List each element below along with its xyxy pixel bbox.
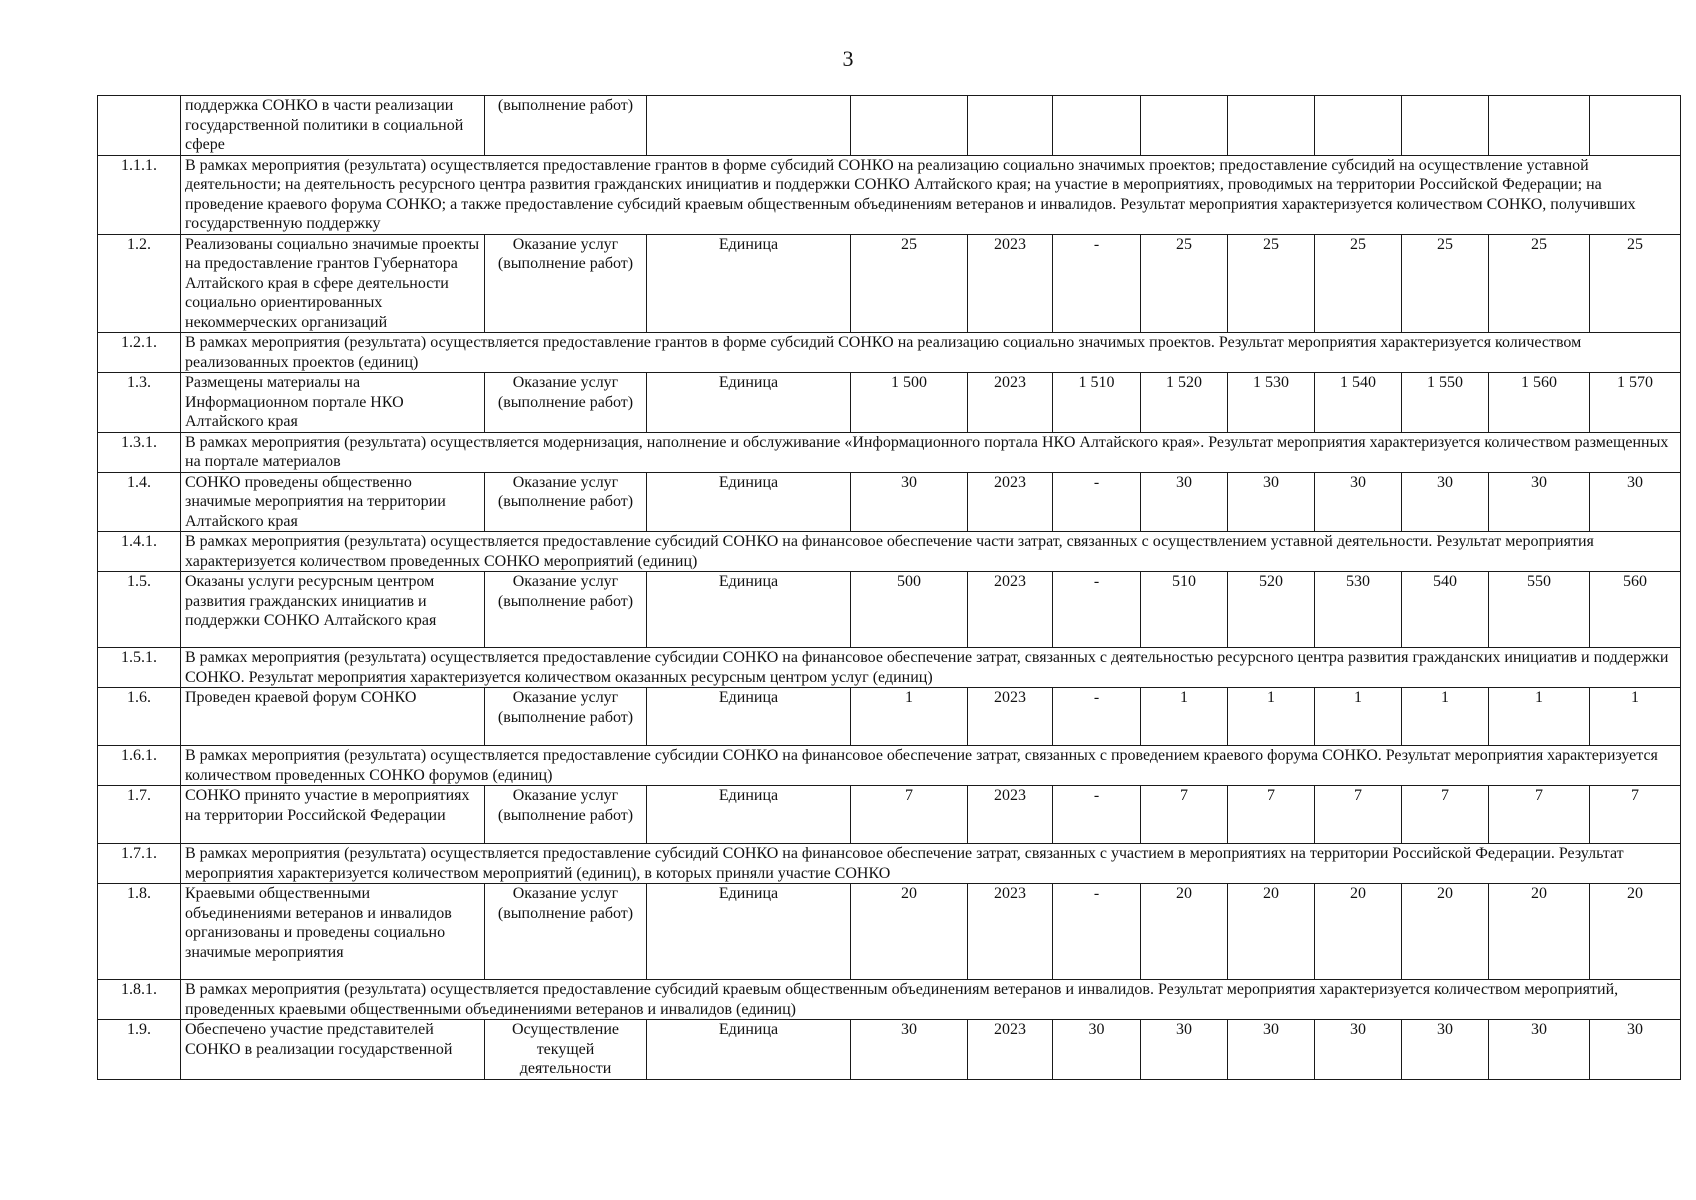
row-number	[98, 96, 181, 156]
year-value	[1489, 96, 1590, 156]
year-value: 20	[1228, 884, 1315, 980]
year-value: 30	[1228, 472, 1315, 532]
year-value: -	[1053, 234, 1141, 333]
base-year: 2023	[968, 1020, 1053, 1080]
row-number: 1.2.	[98, 234, 181, 333]
year-value: 1	[1315, 688, 1402, 746]
year-value: 530	[1315, 572, 1402, 648]
activity-type: Оказание услуг (выполнение работ)	[485, 472, 647, 532]
indicator-row	[98, 472, 1681, 532]
year-value: 30	[1402, 1020, 1489, 1080]
row-description: В рамках мероприятия (результата) осуществляется предоставление субсидий краевым общественным объединениям ветеранов и инвалидов. Результат мероприятия характеризуется количеством мероприятий, проведенных краевыми общественными объединениями ветеранов и инвалидов (единиц)	[181, 980, 1681, 1020]
indicator-name: СОНКО принято участие в мероприятиях на территории Российской Федерации	[181, 786, 485, 844]
indicator-row	[98, 96, 1681, 156]
row-number: 1.1.1.	[98, 155, 181, 234]
year-value: -	[1053, 572, 1141, 648]
row-description: В рамках мероприятия (результата) осуществляется модернизация, наполнение и обслуживание «Информационного портала НКО Алтайского края». Результат мероприятия характеризуется количеством размещенных на портале материалов	[181, 432, 1681, 472]
year-value: -	[1053, 472, 1141, 532]
year-value: 30	[1315, 1020, 1402, 1080]
indicator-name: Краевыми общественными объединениями ветеранов и инвалидов организованы и проведены социально значимые мероприятия	[181, 884, 485, 980]
year-value: 30	[1489, 472, 1590, 532]
year-value: 20	[1402, 884, 1489, 980]
base-value: 30	[851, 1020, 968, 1080]
row-number: 1.8.	[98, 884, 181, 980]
base-value: 30	[851, 472, 968, 532]
row-number: 1.7.	[98, 786, 181, 844]
indicator-row	[98, 373, 1681, 433]
row-number: 1.9.	[98, 1020, 181, 1080]
base-year: 2023	[968, 472, 1053, 532]
row-number: 1.6.1.	[98, 746, 181, 786]
description-row	[98, 155, 1681, 234]
year-value: 1 570	[1590, 373, 1681, 433]
activity-type: Оказание услуг (выполнение работ)	[485, 572, 647, 648]
year-value: 560	[1590, 572, 1681, 648]
year-value: 20	[1590, 884, 1681, 980]
year-value: 520	[1228, 572, 1315, 648]
year-value: 1 560	[1489, 373, 1590, 433]
year-value: -	[1053, 786, 1141, 844]
row-description: В рамках мероприятия (результата) осуществляется предоставление грантов в форме субсидий СОНКО на реализацию социально значимых проектов; предоставление субсидий на осуществление уставной деятельности; на деятельность ресурсного центра развития гражданских инициатив и поддержки СОНКО Алтайского края; на участие в мероприятиях, проводимых на территории Российской Федерации; на проведение краевого форума СОНКО; а также предоставление субсидий краевым общественным объединениям ветеранов и инвалидов. Результат мероприятия характеризуется количеством СОНКО, получивших государственную поддержку	[181, 155, 1681, 234]
unit-of-measure: Единица	[647, 1020, 851, 1080]
year-value: 30	[1590, 472, 1681, 532]
year-value: 30	[1228, 1020, 1315, 1080]
unit-of-measure: Единица	[647, 373, 851, 433]
table-body	[98, 96, 1681, 1080]
unit-of-measure: Единица	[647, 884, 851, 980]
year-value: 1	[1590, 688, 1681, 746]
description-row	[98, 333, 1681, 373]
base-value	[851, 96, 968, 156]
unit-of-measure: Единица	[647, 786, 851, 844]
row-number: 1.4.1.	[98, 532, 181, 572]
year-value: 1	[1402, 688, 1489, 746]
year-value: 25	[1141, 234, 1228, 333]
base-year: 2023	[968, 688, 1053, 746]
activity-type: Оказание услуг (выполнение работ)	[485, 234, 647, 333]
year-value: 30	[1141, 1020, 1228, 1080]
year-value: 7	[1489, 786, 1590, 844]
year-value	[1402, 96, 1489, 156]
indicator-name: Размещены материалы на Информационном портале НКО Алтайского края	[181, 373, 485, 433]
row-number: 1.3.1.	[98, 432, 181, 472]
base-value: 20	[851, 884, 968, 980]
unit-of-measure: Единица	[647, 234, 851, 333]
year-value: 30	[1402, 472, 1489, 532]
row-description: В рамках мероприятия (результата) осуществляется предоставление субсидии СОНКО на финансовое обеспечение затрат, связанных с проведением краевого форума СОНКО. Результат мероприятия характеризуется количеством проведенных СОНКО форумов (единиц)	[181, 746, 1681, 786]
indicator-row	[98, 884, 1681, 980]
year-value	[1590, 96, 1681, 156]
year-value: 7	[1141, 786, 1228, 844]
indicator-name: Оказаны услуги ресурсным центром развития гражданских инициатив и поддержки СОНКО Алтайского края	[181, 572, 485, 648]
description-row	[98, 844, 1681, 884]
indicator-name: Обеспечено участие представителей СОНКО в реализации государственной	[181, 1020, 485, 1080]
indicator-name: Проведен краевой форум СОНКО	[181, 688, 485, 746]
year-value: 540	[1402, 572, 1489, 648]
base-value: 7	[851, 786, 968, 844]
row-number: 1.6.	[98, 688, 181, 746]
description-row	[98, 746, 1681, 786]
year-value: 30	[1489, 1020, 1590, 1080]
year-value: 25	[1228, 234, 1315, 333]
year-value: 20	[1141, 884, 1228, 980]
year-value: 7	[1402, 786, 1489, 844]
row-number: 1.8.1.	[98, 980, 181, 1020]
year-value: 1 520	[1141, 373, 1228, 433]
year-value: 25	[1590, 234, 1681, 333]
description-row	[98, 980, 1681, 1020]
row-description: В рамках мероприятия (результата) осуществляется предоставление субсидии СОНКО на финансовое обеспечение затрат, связанных с деятельностью ресурсного центра развития гражданских инициатив и поддержки СОНКО. Результат мероприятия характеризуется количеством оказанных ресурсным центром услуг (единиц)	[181, 648, 1681, 688]
year-value: 7	[1228, 786, 1315, 844]
row-number: 1.7.1.	[98, 844, 181, 884]
row-description: В рамках мероприятия (результата) осуществляется предоставление субсидий СОНКО на финансовое обеспечение части затрат, связанных с осуществлением уставной деятельности. Результат мероприятия характеризуется количеством проведенных СОНКО мероприятий (единиц)	[181, 532, 1681, 572]
indicator-row	[98, 688, 1681, 746]
year-value: 1	[1141, 688, 1228, 746]
year-value: 25	[1315, 234, 1402, 333]
row-number: 1.2.1.	[98, 333, 181, 373]
activity-type: (выполнение работ)	[485, 96, 647, 156]
year-value: 25	[1402, 234, 1489, 333]
indicator-row	[98, 234, 1681, 333]
year-value: 1 510	[1053, 373, 1141, 433]
row-number: 1.4.	[98, 472, 181, 532]
unit-of-measure: Единица	[647, 472, 851, 532]
base-year: 2023	[968, 234, 1053, 333]
row-description: В рамках мероприятия (результата) осуществляется предоставление субсидий СОНКО на финансовое обеспечение затрат, связанных с участием в мероприятиях на территории Российской Федерации. Результат мероприятия характеризуется количеством мероприятий (единиц), в которых приняли участие СОНКО	[181, 844, 1681, 884]
row-number: 1.3.	[98, 373, 181, 433]
year-value: 20	[1315, 884, 1402, 980]
indicator-name: Реализованы социально значимые проекты на предоставление грантов Губернатора Алтайского края в сфере деятельности социально ориентированных некоммерческих организаций	[181, 234, 485, 333]
indicator-row	[98, 786, 1681, 844]
row-number: 1.5.	[98, 572, 181, 648]
year-value: 1	[1489, 688, 1590, 746]
base-value: 1	[851, 688, 968, 746]
unit-of-measure: Единица	[647, 688, 851, 746]
year-value	[1228, 96, 1315, 156]
year-value	[1315, 96, 1402, 156]
year-value: 30	[1590, 1020, 1681, 1080]
indicator-name: поддержка СОНКО в части реализации государственной политики в социальной сфере	[181, 96, 485, 156]
activity-type: Оказание услуг (выполнение работ)	[485, 786, 647, 844]
year-value: 30	[1141, 472, 1228, 532]
page-number: 3	[842, 46, 854, 71]
unit-of-measure: Единица	[647, 572, 851, 648]
base-year: 2023	[968, 884, 1053, 980]
base-value: 25	[851, 234, 968, 333]
indicator-row	[98, 572, 1681, 648]
year-value: 20	[1489, 884, 1590, 980]
base-value: 1 500	[851, 373, 968, 433]
indicator-row	[98, 1020, 1681, 1080]
activity-type: Оказание услуг (выполнение работ)	[485, 884, 647, 980]
activity-type: Осуществление текущей деятельности	[485, 1020, 647, 1080]
year-value: -	[1053, 688, 1141, 746]
year-value: 30	[1315, 472, 1402, 532]
year-value: 1 530	[1228, 373, 1315, 433]
year-value	[1141, 96, 1228, 156]
base-year: 2023	[968, 373, 1053, 433]
indicator-name: СОНКО проведены общественно значимые мероприятия на территории Алтайского края	[181, 472, 485, 532]
year-value: -	[1053, 884, 1141, 980]
year-value: 1	[1228, 688, 1315, 746]
base-year	[968, 96, 1053, 156]
indicators-table	[97, 95, 1681, 1080]
activity-type: Оказание услуг (выполнение работ)	[485, 373, 647, 433]
year-value: 30	[1053, 1020, 1141, 1080]
base-value: 500	[851, 572, 968, 648]
year-value: 7	[1590, 786, 1681, 844]
year-value	[1053, 96, 1141, 156]
unit-of-measure	[647, 96, 851, 156]
row-description: В рамках мероприятия (результата) осуществляется предоставление грантов в форме субсидий СОНКО на реализацию социально значимых проектов. Результат мероприятия характеризуется количеством реализованных проектов (единиц)	[181, 333, 1681, 373]
year-value: 1 550	[1402, 373, 1489, 433]
year-value: 25	[1489, 234, 1590, 333]
year-value: 510	[1141, 572, 1228, 648]
year-value: 550	[1489, 572, 1590, 648]
row-number: 1.5.1.	[98, 648, 181, 688]
description-row	[98, 532, 1681, 572]
activity-type: Оказание услуг (выполнение работ)	[485, 688, 647, 746]
year-value: 1 540	[1315, 373, 1402, 433]
year-value: 7	[1315, 786, 1402, 844]
description-row	[98, 648, 1681, 688]
base-year: 2023	[968, 572, 1053, 648]
base-year: 2023	[968, 786, 1053, 844]
description-row	[98, 432, 1681, 472]
